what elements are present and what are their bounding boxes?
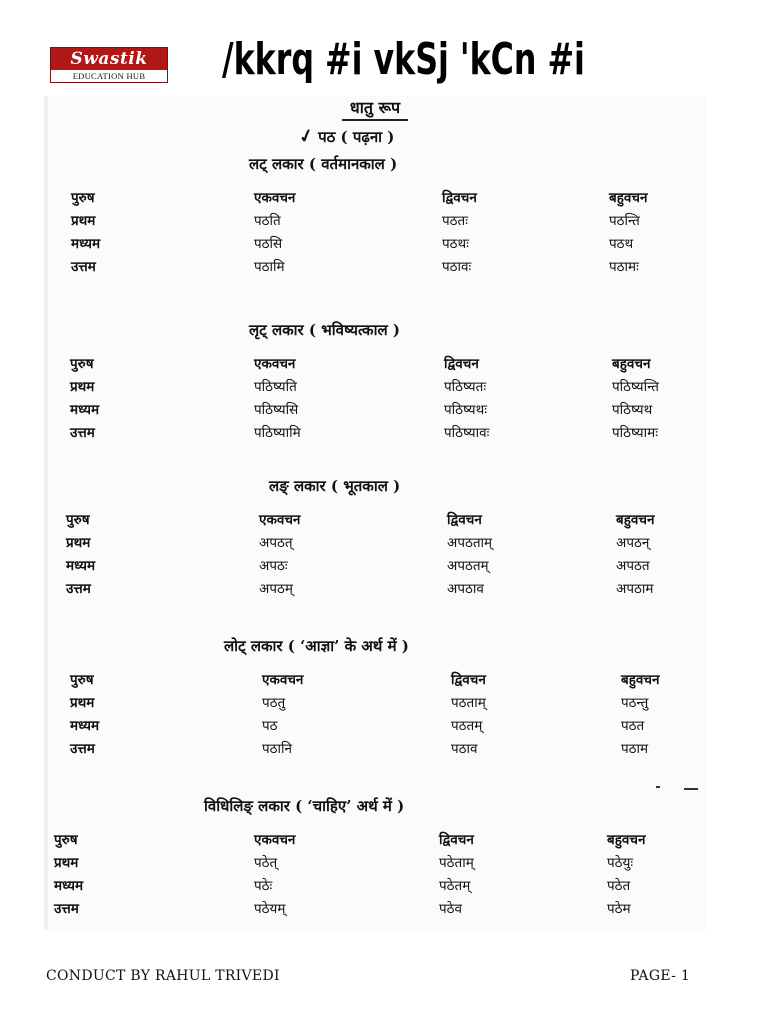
table-cell: अपठतम् [447,558,489,574]
table-cell: पठन्तु [621,695,649,711]
column-header: द्विवचन [444,356,479,372]
footer-page-number: PAGE- 1 [630,968,691,984]
column-header: बहुवचन [612,356,651,372]
table-cell: पठिष्यामः [612,425,658,441]
page-title: /kkrq #i vkSj 'kCn #i [222,34,585,85]
column-header: पुरुष [66,512,90,528]
table-cell: अपठाम [616,581,654,597]
section-title: लट् लकार ( वर्तमानकाल ) [249,155,398,173]
table-cell: अपठन् [616,535,650,551]
row-label: प्रथम [70,379,95,395]
check-mark-icon: ✓ [296,124,317,149]
row-label: प्रथम [71,213,96,229]
scan-speck [656,786,660,788]
verb-heading [296,124,395,149]
table-cell: पठेयुः [607,855,634,871]
verb-text: पठ ( पढ़ना ) [318,128,395,146]
table-cell: अपठाव [447,581,484,597]
column-header: एकवचन [254,356,296,372]
logo [50,47,168,83]
column-header: बहुवचन [607,832,646,848]
table-cell: पठेव [439,901,463,917]
table-cell: पठेत् [254,855,278,871]
row-label: मध्यम [70,402,100,418]
table-cell: पठेताम् [439,855,474,871]
table-cell: अपठत् [259,535,293,551]
table-cell: पठिष्यथः [444,402,487,418]
table-cell: पठामि [254,259,285,275]
section-title: लृट् लकार ( भविष्यत्काल ) [249,321,400,339]
table-cell: पठिष्यावः [444,425,490,441]
column-header: बहुवचन [621,672,660,688]
footer-credit: CONDUCT BY RAHUL TRIVEDI [46,968,280,984]
table-cell: पठिष्यसि [254,402,299,418]
table-cell: पठेम [607,901,631,917]
row-label: उत्तम [70,425,95,441]
table-cell: पठावः [442,259,472,275]
scanned-page [44,96,706,930]
column-header: द्विवचन [439,832,474,848]
table-cell: पठिष्यामि [254,425,301,441]
table-cell: पठतु [262,695,286,711]
row-label: उत्तम [70,741,95,757]
table-cell: पठाव [451,741,478,757]
row-label: प्रथम [70,695,95,711]
row-label: उत्तम [71,259,96,275]
table-cell: पठिष्यन्ति [612,379,659,395]
document-title [44,96,706,118]
table-cell: पठिष्यथ [612,402,653,418]
table-cell: अपठताम् [447,535,493,551]
document-title-text: धातु रूप [342,98,408,121]
column-header: एकवचन [262,672,304,688]
column-header: द्विवचन [451,672,486,688]
row-label: मध्यम [54,878,84,894]
table-cell: पठति [254,213,281,229]
column-header: द्विवचन [442,190,477,206]
table-cell: पठत [621,718,645,734]
column-header: बहुवचन [616,512,655,528]
table-cell: पठेयम् [254,901,286,917]
section-title: विधिलिङ् लकार ( ‘चाहिए’ अर्थ में ) [204,797,405,815]
section-title: लङ् लकार ( भूतकाल ) [269,477,401,495]
row-label: प्रथम [54,855,79,871]
table-cell: पठानि [262,741,292,757]
logo-subtitle: EDUCATION HUB [51,70,167,82]
table-cell: पठेतम् [439,878,471,894]
row-label: मध्यम [70,718,100,734]
table-cell: पठेः [254,878,273,894]
scan-edge [44,96,48,930]
table-cell: पठताम् [451,695,486,711]
table-cell: पठन्ति [609,213,640,229]
row-label: उत्तम [66,581,91,597]
column-header: बहुवचन [609,190,648,206]
section-title: लोट् लकार ( ‘आज्ञा’ के अर्थ में ) [224,637,409,655]
table-cell: अपठम् [259,581,293,597]
logo-text: Swastik [70,49,148,69]
table-cell: पठथ [609,236,634,252]
column-header: पुरुष [71,190,95,206]
column-header: द्विवचन [447,512,482,528]
column-header: पुरुष [70,356,94,372]
column-header: पुरुष [54,832,78,848]
column-header: एकवचन [254,832,296,848]
table-cell: पठथः [442,236,469,252]
column-header: पुरुष [70,672,94,688]
row-label: मध्यम [71,236,101,252]
table-cell: पठामः [609,259,639,275]
column-header: एकवचन [254,190,296,206]
table-cell: पठ [262,718,278,734]
row-label: प्रथम [66,535,91,551]
row-label: मध्यम [66,558,96,574]
table-cell: पठतम् [451,718,483,734]
column-header: एकवचन [259,512,301,528]
table-cell: अपठः [259,558,288,574]
table-cell: पठाम [621,741,649,757]
table-cell: पठिष्यति [254,379,297,395]
table-cell: पठसि [254,236,283,252]
scan-speck [684,788,698,790]
row-label: उत्तम [54,901,79,917]
table-cell: पठिष्यतः [444,379,487,395]
table-cell: पठतः [442,213,468,229]
table-cell: पठेत [607,878,631,894]
table-cell: अपठत [616,558,650,574]
